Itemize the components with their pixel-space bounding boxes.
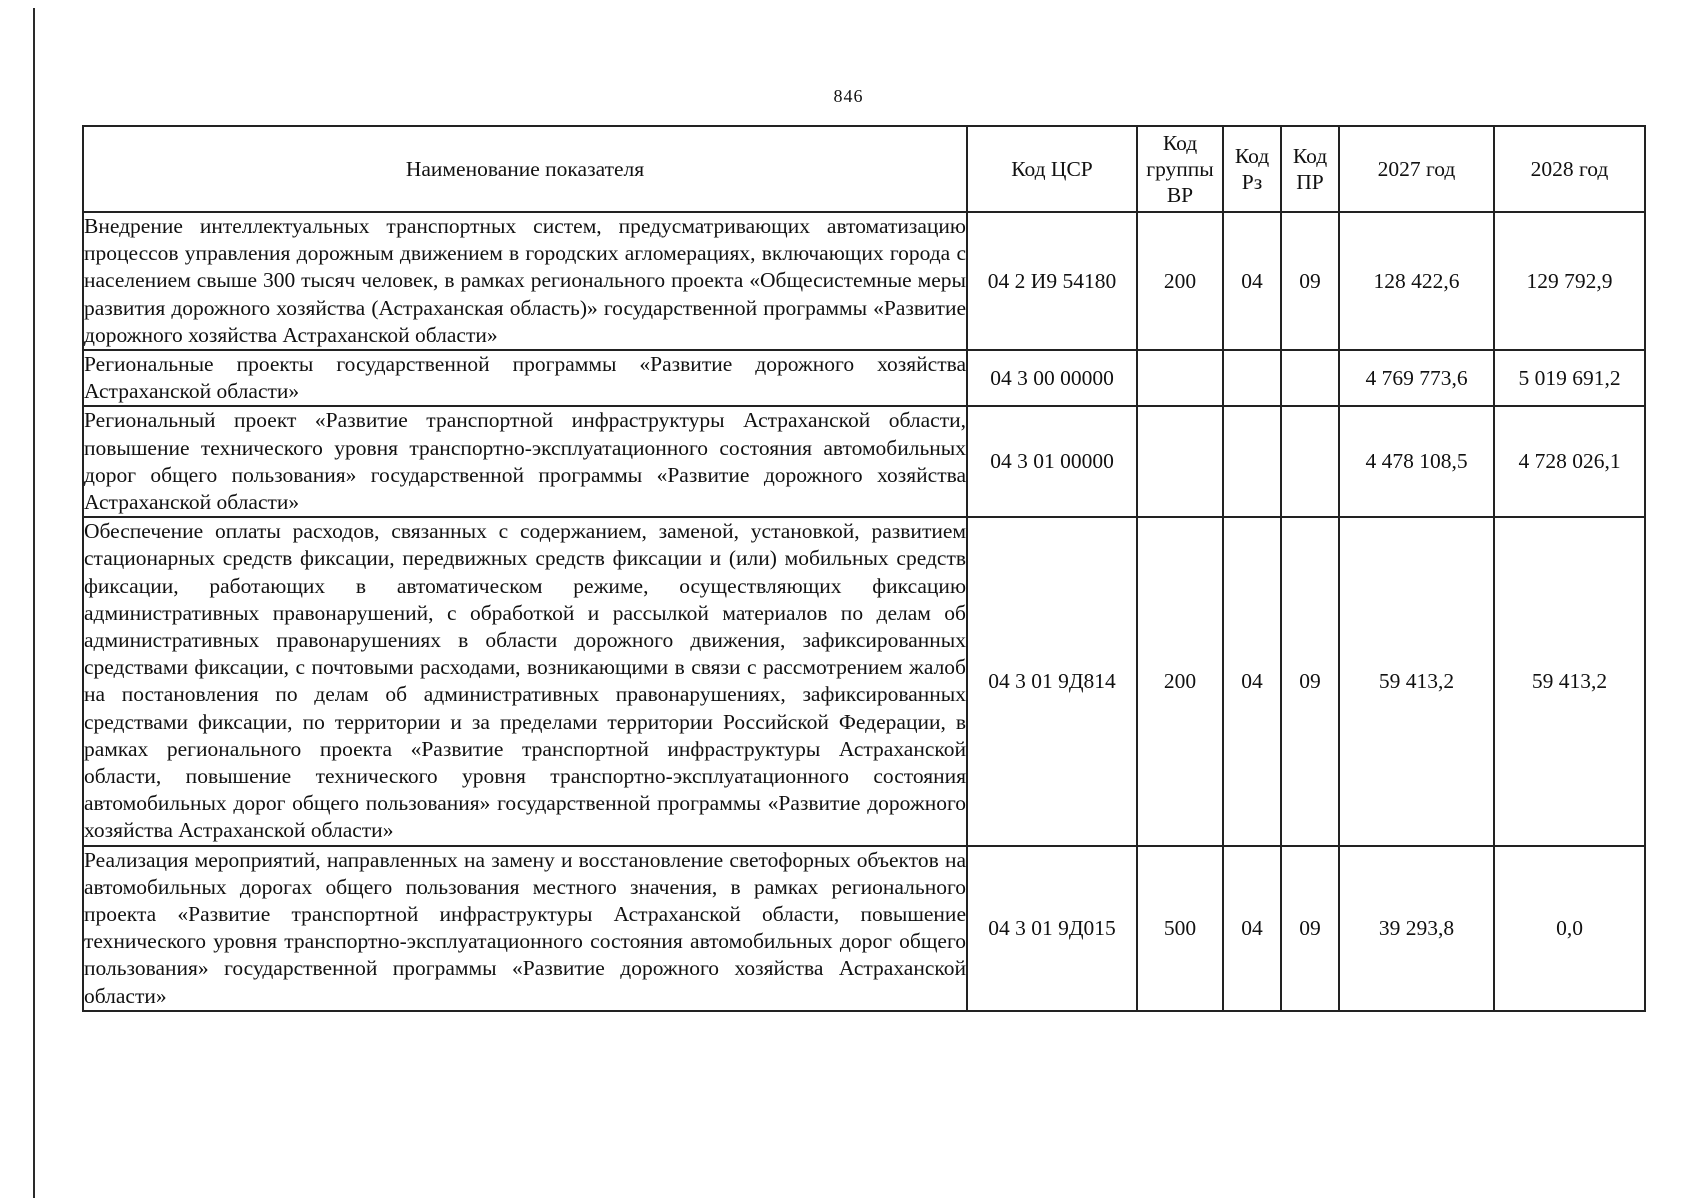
table-row — [83, 406, 1645, 517]
row-year-2027: 4 769 773,6 — [1339, 350, 1494, 406]
row-rz — [1223, 406, 1281, 517]
row-csr: 04 3 01 9Д015 — [967, 846, 1137, 1011]
header-csr: Код ЦСР — [967, 126, 1137, 212]
row-rz — [1223, 350, 1281, 406]
header-name: Наименование показателя — [83, 126, 967, 212]
row-year-2028: 0,0 — [1494, 846, 1645, 1011]
row-csr: 04 2 И9 54180 — [967, 212, 1137, 350]
row-pr: 09 — [1281, 517, 1339, 845]
row-csr: 04 3 01 00000 — [967, 406, 1137, 517]
table-row — [83, 212, 1645, 350]
row-name: Обеспечение оплаты расходов, связанных с содержанием, заменой, установкой, развитием стационарных средств фиксации, передвижных средств фиксации и (или) мобильных средств фиксации, работающих в автоматическом режиме, осуществляющих фиксацию административных правонарушений, с обработкой и рассылкой материалов по делам об административных правонарушениях в области дорожного движения, зафиксированных средствами фиксации, с почтовыми расходами, возникающими в связи с рассмотрением жалоб на постановления по делам об административных правонарушениях, зафиксированных средствами фиксации, по территории и за пределами территории Российской Федерации, в рамках регионального проекта «Развитие транспортной инфраструктуры Астраханской области, повышение технического уровня транспортно-эксплуатационного состояния автомобильных дорог общего пользования» государственной программы «Развитие дорожного хозяйства Астраханской области» — [83, 517, 967, 845]
row-csr: 04 3 01 9Д814 — [967, 517, 1137, 845]
row-year-2027: 59 413,2 — [1339, 517, 1494, 845]
row-pr — [1281, 350, 1339, 406]
header-rz: Код Рз — [1223, 126, 1281, 212]
row-vr — [1137, 406, 1223, 517]
header-year-2028: 2028 год — [1494, 126, 1645, 212]
binding-edge-line — [33, 8, 35, 1198]
row-year-2028: 129 792,9 — [1494, 212, 1645, 350]
row-year-2027: 128 422,6 — [1339, 212, 1494, 350]
row-year-2028: 4 728 026,1 — [1494, 406, 1645, 517]
row-vr: 200 — [1137, 212, 1223, 350]
row-name: Внедрение интеллектуальных транспортных систем, предусматривающих автоматизацию процессов управления дорожным движением в городских агломерациях, включающих города с населением свыше 300 тысяч человек, в рамках регионального проекта «Общесистемные меры развития дорожного хозяйства (Астраханская область)» государственной программы «Развитие дорожного хозяйства Астраханской области» — [83, 212, 967, 350]
row-vr: 200 — [1137, 517, 1223, 845]
row-vr: 500 — [1137, 846, 1223, 1011]
table-row — [83, 350, 1645, 406]
row-pr: 09 — [1281, 846, 1339, 1011]
table-header-row — [83, 126, 1645, 212]
page-number: 846 — [833, 86, 864, 106]
budget-table — [82, 125, 1646, 1012]
row-year-2028: 5 019 691,2 — [1494, 350, 1645, 406]
row-year-2028: 59 413,2 — [1494, 517, 1645, 845]
row-pr — [1281, 406, 1339, 517]
header-pr: Код ПР — [1281, 126, 1339, 212]
row-vr — [1137, 350, 1223, 406]
row-name: Региональные проекты государственной программы «Развитие дорожного хозяйства Астраханской области» — [83, 350, 967, 406]
row-name: Региональный проект «Развитие транспортной инфраструктуры Астраханской области, повышение технического уровня транспортно-эксплуатационного состояния автомобильных дорог общего пользования» государственной программы «Развитие дорожного хозяйства Астраханской области» — [83, 406, 967, 517]
row-year-2027: 4 478 108,5 — [1339, 406, 1494, 517]
header-year-2027: 2027 год — [1339, 126, 1494, 212]
header-vr: Код группы ВР — [1137, 126, 1223, 212]
row-rz: 04 — [1223, 517, 1281, 845]
row-rz: 04 — [1223, 212, 1281, 350]
row-name: Реализация мероприятий, направленных на замену и восстановление светофорных объектов на автомобильных дорогах общего пользования местного значения, в рамках регионального проекта «Развитие транспортной инфраструктуры Астраханской области, повышение технического уровня транспортно-эксплуатационного состояния автомобильных дорог общего пользования» государственной программы «Развитие дорожного хозяйства Астраханской области» — [83, 846, 967, 1011]
table-row — [83, 846, 1645, 1011]
row-rz: 04 — [1223, 846, 1281, 1011]
row-csr: 04 3 00 00000 — [967, 350, 1137, 406]
row-year-2027: 39 293,8 — [1339, 846, 1494, 1011]
row-pr: 09 — [1281, 212, 1339, 350]
table-row — [83, 517, 1645, 845]
